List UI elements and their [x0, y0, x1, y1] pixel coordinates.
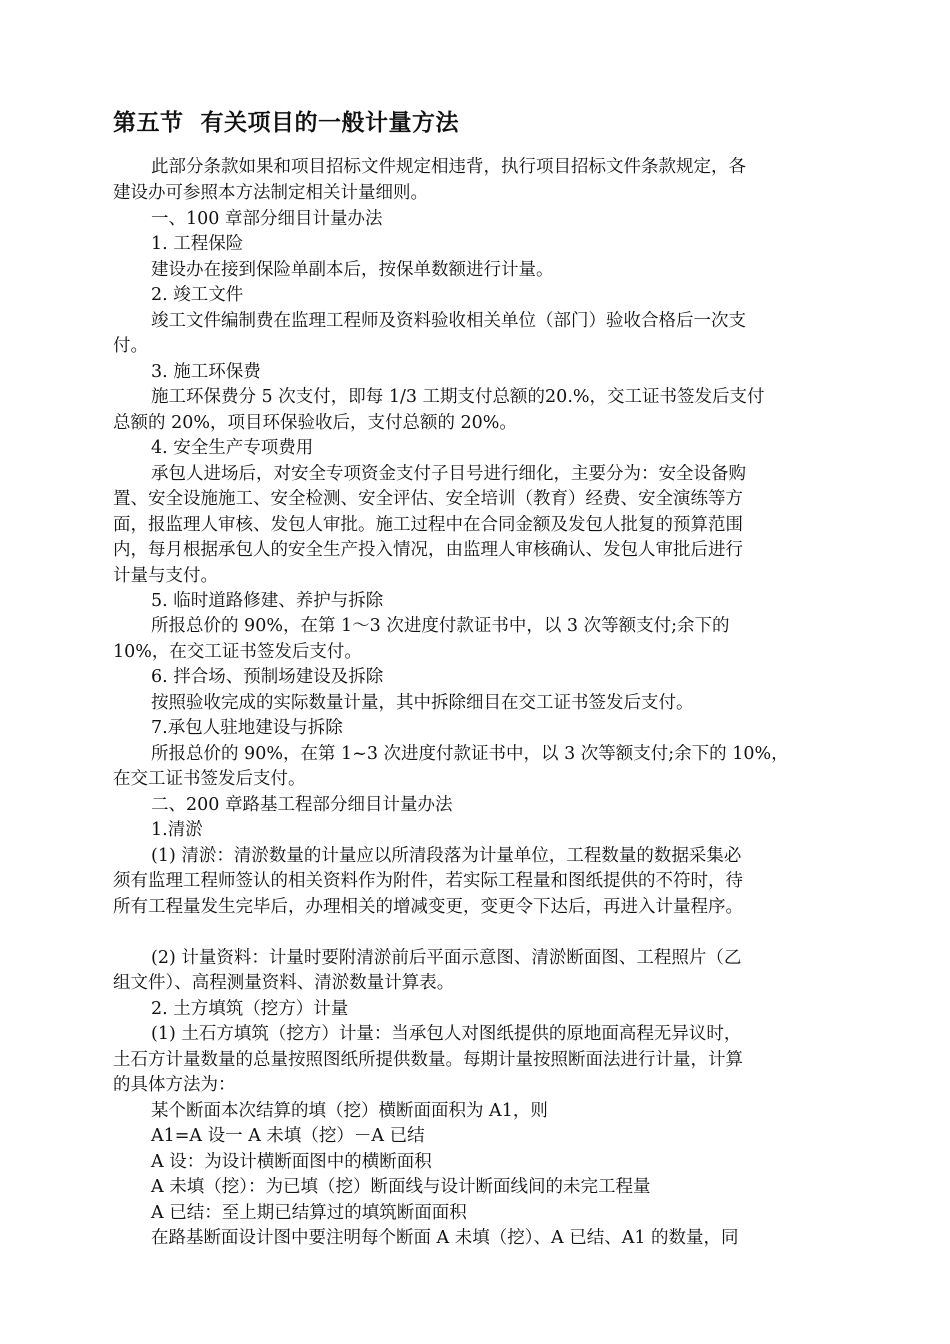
paragraph-line: 按照验收完成的实际数量计量，其中拆除细目在交工证书签发后支付。 — [151, 693, 694, 713]
paragraph-line: 建设办可参照本方法制定相关计量细则。 — [113, 183, 428, 203]
definition-line: A 设：为设计横断面图中的横断面积 — [151, 1152, 432, 1172]
paragraph-line: 建设办在接到保险单副本后，按保单数额进行计量。 — [151, 260, 554, 280]
paragraph-line: 10%，在交工证书签发后支付。 — [113, 642, 362, 662]
heading-line: 3. 施工环保费 — [151, 362, 261, 382]
paragraph-line: 在交工证书签发后支付。 — [113, 769, 306, 789]
paragraph-line: 在路基断面设计图中要注明每个断面 A 未填（挖）、A 已结、A1 的数量，同 — [151, 1228, 739, 1248]
heading-line: 7.承包人驻地建设与拆除 — [151, 718, 343, 738]
paragraph-line: 内，每月根据承包人的安全生产投入情况，由监理人审核确认、发包人审批后进行 — [113, 540, 743, 560]
paragraph-line: 所报总价的 90%，在第 1～3 次进度付款证书中，以 3 次等额支付;余下的 — [151, 616, 730, 636]
heading-line: 4. 安全生产专项费用 — [151, 438, 314, 458]
paragraph-line: (1) 清淤：清淤数量的计量应以所清段落为计量单位，工程数量的数据采集必 — [151, 846, 742, 866]
heading-line: 6. 拌合场、预制场建设及拆除 — [151, 667, 384, 687]
paragraph-line: 此部分条款如果和项目招标文件规定相违背，执行项目招标文件条款规定，各 — [151, 157, 746, 177]
paragraph-line: 面，报监理人审核、发包人审批。施工过程中在合同金额及发包人批复的预算范围 — [113, 515, 743, 535]
paragraph-line: 某个断面本次结算的填（挖）横断面面积为 A1，则 — [151, 1101, 548, 1121]
definition-line: A 未填（挖）：为已填（挖）断面线与设计断面线间的未完工程量 — [151, 1177, 651, 1197]
paragraph-line: 所有工程量发生完毕后，办理相关的增减变更，变更令下达后，再进入计量程序。 — [113, 897, 743, 917]
definition-line: A 已结：至上期已结算过的填筑断面面积 — [151, 1203, 467, 1223]
paragraph-line: 土石方计量数量的总量按照图纸所提供数量。每期计量按照断面法进行计量，计算 — [113, 1050, 743, 1070]
paragraph-line: 置、安全设施施工、安全检测、安全评估、安全培训（教育）经费、安全演练等方 — [113, 489, 743, 509]
paragraph-line: 总额的 20%，项目环保验收后，支付总额的 20%。 — [113, 413, 517, 433]
heading-line: 5. 临时道路修建、养护与拆除 — [151, 591, 384, 611]
paragraph-line: 承包人进场后，对安全专项资金支付子目号进行细化，主要分为：安全设备购 — [151, 464, 746, 484]
paragraph-line: (2) 计量资料：计量时要附清淤前后平面示意图、清淤断面图、工程照片（乙 — [151, 948, 742, 968]
heading-line: 1. 工程保险 — [151, 234, 244, 254]
heading-line: 一、100 章部分细目计量办法 — [151, 209, 383, 229]
paragraph-line: 竣工文件编制费在监理工程师及资料验收相关单位（部门）验收合格后一次支 — [151, 311, 746, 331]
paragraph-line: 的具体方法为： — [113, 1075, 236, 1095]
formula-line: A1=A 设一 A 未填（挖）－A 已结 — [151, 1126, 425, 1146]
heading-line: 2. 竣工文件 — [151, 285, 244, 305]
paragraph-line: 须有监理工程师签认的相关资料作为附件，若实际工程量和图纸提供的不符时，待 — [113, 871, 743, 891]
paragraph-line: 计量与支付。 — [113, 566, 218, 586]
heading-line: 2. 土方填筑（挖方）计量 — [151, 999, 349, 1019]
paragraph-line: 付。 — [113, 336, 148, 356]
section-title: 第五节 有关项目的一般计量方法 — [113, 110, 460, 136]
heading-line: 二、200 章路基工程部分细目计量办法 — [151, 795, 453, 815]
heading-line: 1.清淤 — [151, 820, 203, 840]
paragraph-line: 施工环保费分 5 次支付，即每 1/3 工期支付总额的20.%，交工证书签发后支付 — [151, 387, 765, 407]
paragraph-line: (1) 土石方填筑（挖方）计量：当承包人对图纸提供的原地面高程无异议时， — [151, 1024, 742, 1044]
paragraph-line: 组文件）、高程测量资料、清淤数量计算表。 — [113, 973, 455, 993]
paragraph-line: 所报总价的 90%，在第 1~3 次进度付款证书中，以 3 次等额支付;余下的 10%， — [151, 744, 789, 764]
